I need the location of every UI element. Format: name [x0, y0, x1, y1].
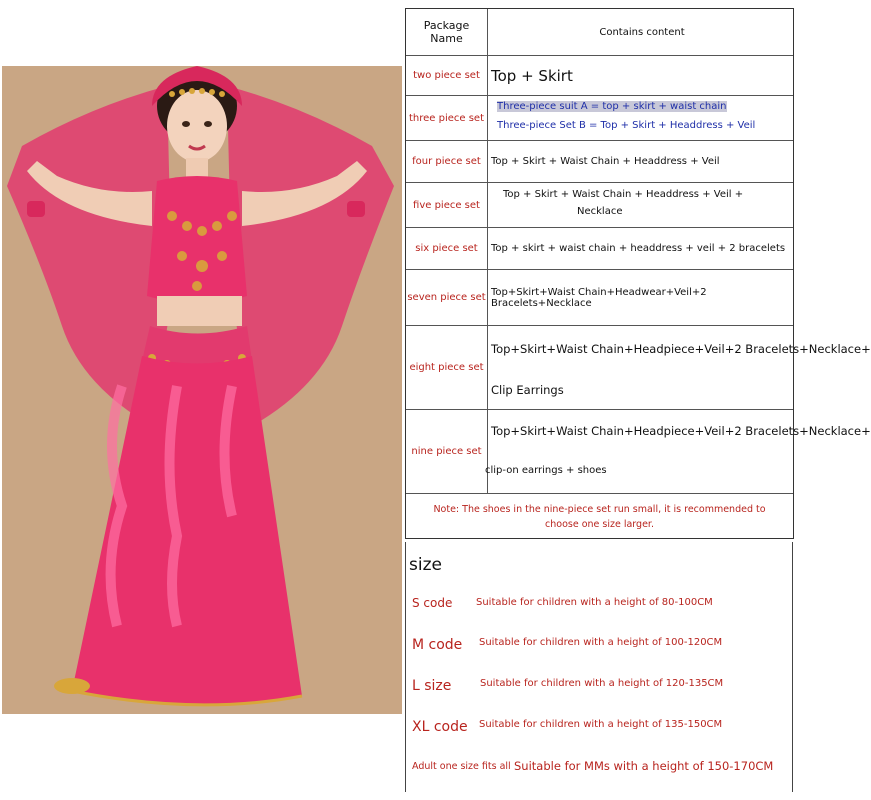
size-table: [405, 542, 793, 792]
size-label: XL code: [412, 719, 468, 735]
shoe-size-note: Note: The shoes in the nine-piece set run small, it is recommended to choose one size larger.: [433, 504, 766, 530]
table-row: [406, 183, 793, 228]
package-content: [489, 326, 871, 409]
package-name: five piece set: [406, 183, 488, 227]
size-desc: Suitable for children with a height of 135-150CM: [479, 719, 723, 730]
content-line: Necklace: [577, 206, 623, 217]
size-label: L size: [412, 678, 452, 694]
face: [167, 90, 227, 162]
package-name: seven piece set: [406, 270, 488, 325]
package-name: eight piece set: [406, 326, 488, 409]
package-name: nine piece set: [406, 410, 488, 493]
content-line: Clip Earrings: [491, 383, 564, 397]
size-row: [406, 758, 794, 788]
table-row: [406, 96, 793, 141]
size-row: [406, 716, 794, 746]
table-row: [406, 228, 793, 270]
table-row: [406, 270, 793, 326]
size-row: [406, 634, 794, 664]
table-row: [406, 410, 871, 494]
package-name: six piece set: [406, 228, 488, 269]
package-content: [485, 410, 871, 493]
package-content: Top + Skirt + Waist Chain + Headdress + Veil: [491, 156, 720, 167]
package-table: [405, 8, 871, 539]
package-content: Top + Skirt: [491, 66, 573, 85]
shoe-left: [54, 678, 90, 694]
size-desc: Suitable for children with a height of 100-120CM: [479, 637, 723, 648]
size-row: [406, 675, 794, 705]
product-photo: [2, 66, 402, 714]
content-line: Three-piece suit A = top + skirt + waist chain: [497, 101, 727, 112]
table-row: [406, 326, 871, 410]
size-desc: Suitable for children with a height of 120-135CM: [480, 678, 724, 689]
package-content: Top+Skirt+Waist Chain+Headwear+Veil+2 Bracelets+Necklace: [491, 286, 707, 309]
content-line: Three-piece Set B = Top + Skirt + Headdress + Veil: [497, 120, 756, 131]
table-row: [406, 56, 793, 96]
package-name: two piece set: [406, 56, 488, 95]
size-label: M code: [412, 637, 463, 653]
costume-illustration: [2, 66, 402, 714]
package-content: Top + skirt + waist chain + headdress + veil + 2 bracelets: [491, 243, 786, 254]
size-label: Adult one size fits all: [412, 761, 511, 772]
size-label: S code: [412, 596, 453, 610]
content-line: clip-on earrings + shoes: [485, 465, 607, 476]
package-content: [489, 96, 793, 140]
table-header-row: [406, 9, 793, 56]
package-name: three piece set: [406, 96, 488, 140]
header-contains-content: Contains content: [599, 26, 685, 38]
table-row: [406, 141, 793, 183]
size-desc: Suitable for MMs with a height of 150-170CM: [514, 759, 774, 773]
content-line: Top+Skirt+Waist Chain+Headpiece+Veil+2 Bracelets+Necklace+: [491, 424, 871, 438]
size-title: size: [409, 555, 442, 575]
package-content: [489, 183, 793, 227]
size-desc: Suitable for children with a height of 80-100CM: [476, 597, 713, 608]
header-package-name: Package Name: [406, 9, 488, 55]
package-name: four piece set: [406, 141, 488, 182]
size-row: [406, 592, 794, 622]
content-line: Top+Skirt+Waist Chain+Headpiece+Veil+2 Bracelets+Necklace+: [491, 342, 871, 356]
content-line: Top + Skirt + Waist Chain + Headdress + Veil +: [503, 189, 744, 200]
